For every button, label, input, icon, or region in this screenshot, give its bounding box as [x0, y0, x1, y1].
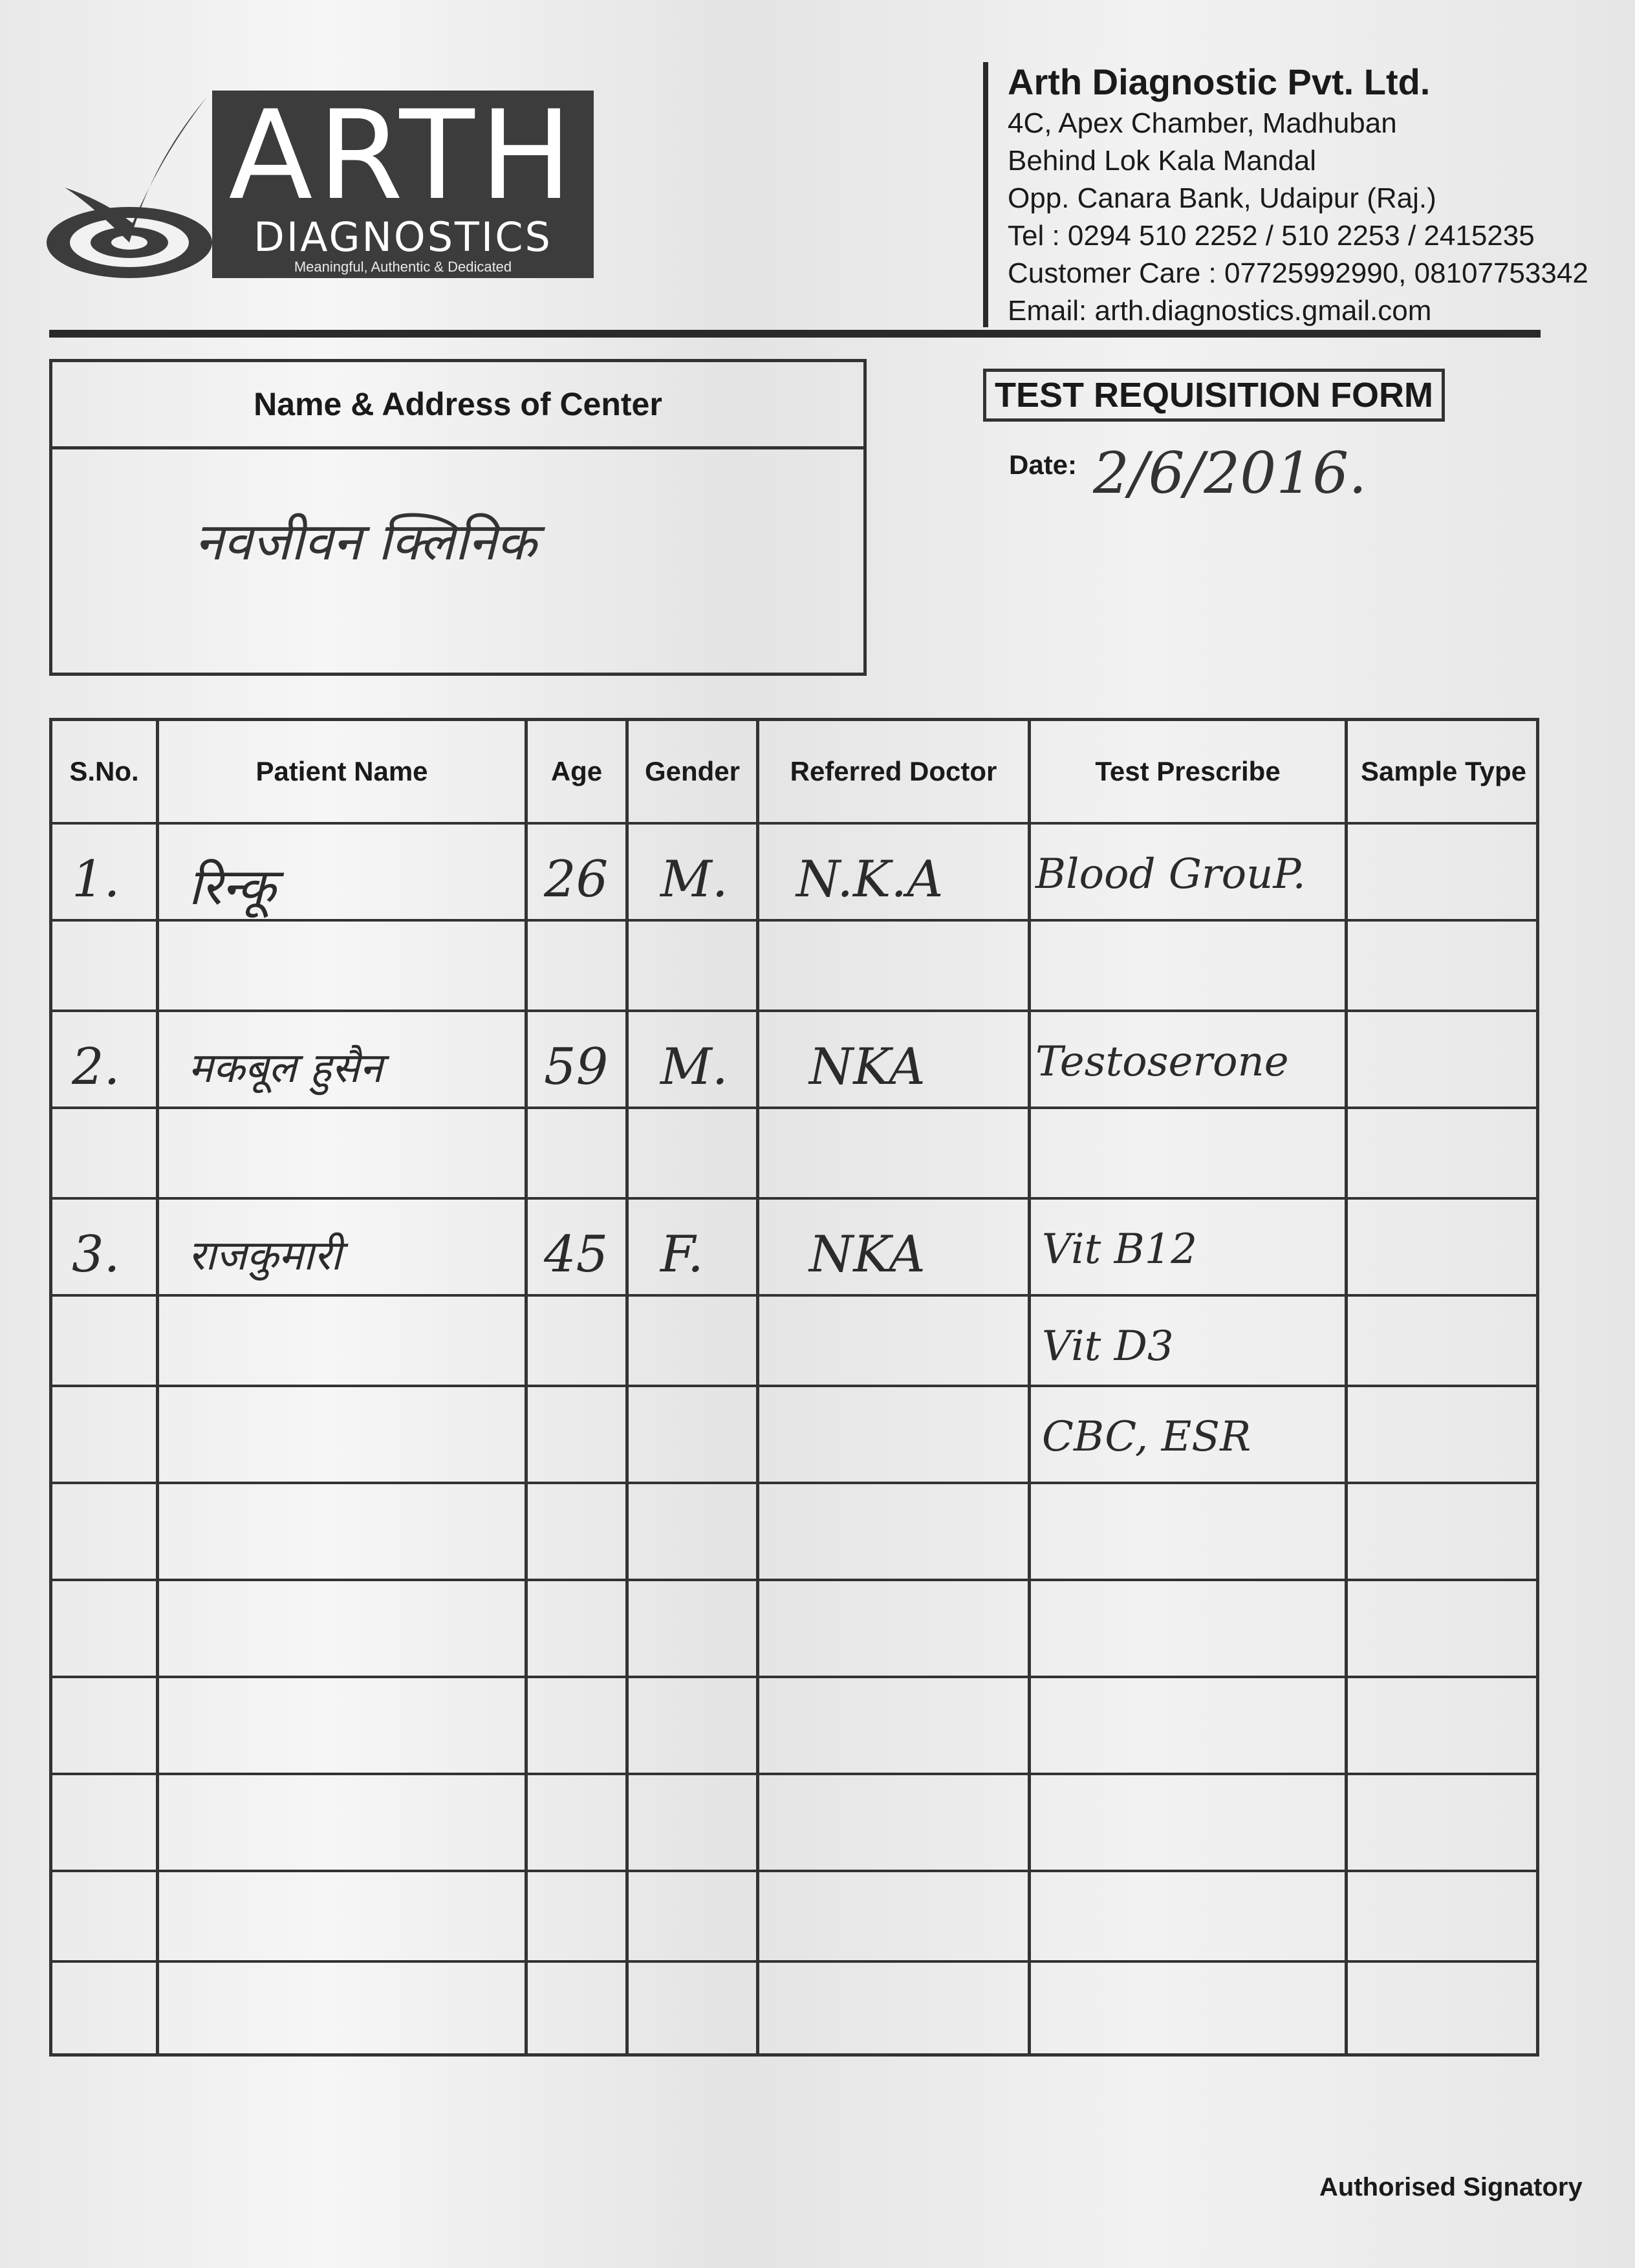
- table-row-divider: [52, 1294, 1536, 1297]
- date-label: Date:: [1009, 449, 1077, 480]
- table-row-divider: [52, 1676, 1536, 1678]
- table-row-divider: [52, 1197, 1536, 1200]
- row2-age[interactable]: 59: [544, 1038, 609, 1096]
- row3-referred-doctor[interactable]: NKA: [809, 1226, 926, 1284]
- date-field[interactable]: 2/6/2016.: [1093, 440, 1367, 506]
- table-row-divider: [52, 1385, 1536, 1387]
- table-row-divider: [52, 1870, 1536, 1872]
- row2-gender[interactable]: M.: [660, 1038, 728, 1096]
- header-age: Age: [550, 756, 603, 786]
- form-title: TEST REQUISITION FORM: [983, 369, 1445, 422]
- header-sample-type: Sample Type: [1361, 756, 1526, 786]
- header-sno: S.No.: [69, 756, 139, 786]
- row1-test[interactable]: Blood GrouP.: [1035, 850, 1306, 898]
- row3-test-1[interactable]: Vit B12: [1042, 1226, 1198, 1273]
- table-row-divider: [52, 1579, 1536, 1581]
- row3-age[interactable]: 45: [544, 1226, 609, 1284]
- logo-brand-sub: DIAGNOSTICS: [254, 213, 552, 261]
- row1-age[interactable]: 26: [544, 850, 609, 909]
- header-patient-name: Patient Name: [255, 756, 428, 786]
- row3-test-3[interactable]: CBC, ESR: [1042, 1413, 1251, 1461]
- row3-gender[interactable]: F.: [660, 1226, 704, 1284]
- row2-referred-doctor[interactable]: NKA: [809, 1038, 926, 1096]
- row1-referred-doctor[interactable]: N.K.A: [796, 850, 944, 909]
- row2-patient-name[interactable]: मकबूल हुसैन: [188, 1044, 383, 1092]
- row1-gender[interactable]: M.: [660, 850, 728, 909]
- table-row-divider: [52, 1010, 1536, 1012]
- header-divider: [983, 62, 988, 327]
- company-name: Arth Diagnostic Pvt. Ltd.: [1008, 61, 1431, 102]
- company-customer-care: Customer Care : 07725992990, 08107753342: [1008, 257, 1588, 289]
- header-test-prescribe: Test Prescribe: [1095, 756, 1281, 786]
- arth-logo: [39, 84, 578, 285]
- table-row-divider: [52, 822, 1536, 825]
- center-box: [49, 359, 867, 676]
- company-tel: Tel : 0294 510 2252 / 510 2253 / 2415235: [1008, 220, 1535, 252]
- company-email: Email: arth.diagnostics.gmail.com: [1008, 295, 1432, 327]
- header-gender: Gender: [644, 756, 741, 786]
- header-rule: [49, 330, 1541, 338]
- target-check-icon: [39, 84, 220, 285]
- company-address-line3: Opp. Canara Bank, Udaipur (Raj.): [1008, 182, 1436, 214]
- table-row-divider: [52, 1773, 1536, 1775]
- authorised-signatory-label: Authorised Signatory: [1319, 2173, 1583, 2201]
- table-row-divider: [52, 1960, 1536, 1963]
- row3-test-2[interactable]: Vit D3: [1042, 1323, 1174, 1370]
- company-address-line1: 4C, Apex Chamber, Madhuban: [1008, 107, 1397, 139]
- row1-sno[interactable]: 1.: [72, 850, 120, 909]
- row1-patient-name[interactable]: रिन्कू: [188, 858, 276, 916]
- test-table: [49, 718, 1539, 2057]
- logo-tagline: Meaningful, Authentic & Dedicated: [294, 259, 512, 275]
- row3-sno[interactable]: 3.: [72, 1226, 120, 1284]
- logo-brand-main: ARTH: [228, 84, 578, 227]
- logo-wordmark: [212, 84, 594, 278]
- row3-patient-name[interactable]: राजकुमारी: [188, 1232, 341, 1280]
- center-title: Name & Address of Center: [52, 362, 863, 449]
- row2-test[interactable]: Testoserone: [1035, 1038, 1289, 1086]
- company-info: [1008, 59, 1588, 330]
- row2-sno[interactable]: 2.: [72, 1038, 120, 1096]
- table-row-divider: [52, 1107, 1536, 1109]
- company-address-line2: Behind Lok Kala Mandal: [1008, 145, 1316, 177]
- table-row-divider: [52, 919, 1536, 922]
- table-row-divider: [52, 1482, 1536, 1484]
- header-referred-doctor: Referred Doctor: [790, 756, 997, 786]
- center-name-field[interactable]: नवजीवन क्लिनिक: [195, 512, 537, 572]
